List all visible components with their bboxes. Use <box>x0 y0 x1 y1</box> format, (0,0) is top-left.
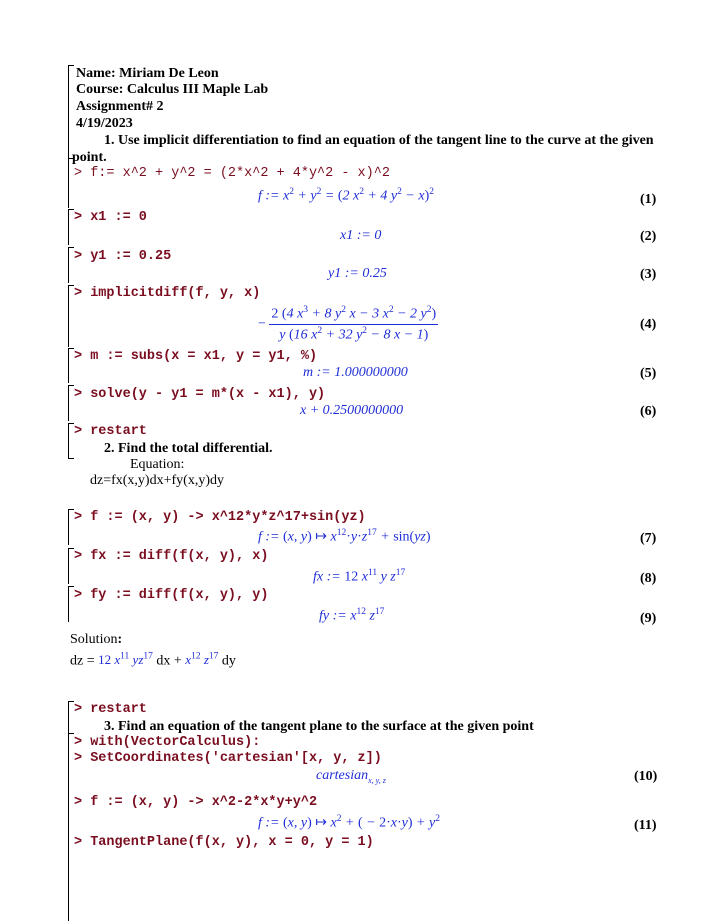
equation-number-2: (2) <box>640 229 657 244</box>
input-fy[interactable]: > fy := diff(f(x, y), y) <box>74 588 269 603</box>
equation-number-1: (1) <box>640 192 657 207</box>
output-solve: x + 0.2500000000 <box>300 403 404 418</box>
date: 4/19/2023 <box>76 116 133 131</box>
solution-total-differential: dz = 12 $x^{11}$ $yz^{17}$ dx + $x^{12}$ $z^{17}$ dy <box>70 652 236 669</box>
course-name: Course: Calculus III Maple Lab <box>76 82 269 97</box>
equation-number-4: (4) <box>640 317 657 332</box>
assignment-number: Assignment# 2 <box>76 99 164 114</box>
output-y1: y1 := 0.25 <box>328 266 387 281</box>
input-setcoordinates[interactable]: > SetCoordinates('cartesian'[x, y, z]) <box>74 751 382 766</box>
equation-number-10: (10) <box>634 769 658 784</box>
section-bracket-fx <box>68 548 69 584</box>
section-bracket-q3-inner <box>68 733 69 918</box>
section-bracket-fy <box>68 586 69 622</box>
input-y1[interactable]: > y1 := 0.25 <box>74 249 172 264</box>
question-1-line2: point. <box>72 150 107 165</box>
solution-label: Solution: <box>70 632 123 647</box>
student-name: Name: Miriam De Leon <box>76 66 219 81</box>
input-solve[interactable]: > solve(y - y1 = m*(x - x1), y) <box>74 387 326 402</box>
output-cartesian: cartesian$_{x, y, z}$ <box>316 768 386 785</box>
input-restart-1[interactable]: > restart <box>74 424 147 439</box>
question-1-line1: 1. Use implicit differentiation to find an equation of the tangent line to the curve at the given <box>104 133 654 148</box>
section-bracket-solve <box>68 385 69 421</box>
equation-number-9: (9) <box>640 611 657 626</box>
section-bracket-header <box>68 65 69 161</box>
question-2-equation-label: Equation: <box>130 457 185 472</box>
equation-number-7: (7) <box>640 531 657 546</box>
output-fy: fy := $x^{12}$ $z^{17}$ <box>319 607 385 624</box>
section-bracket-q1 <box>68 158 69 208</box>
input-x1[interactable]: > x1 := 0 <box>74 210 147 225</box>
equation-number-8: (8) <box>640 571 657 586</box>
input-with-vectorcalculus[interactable]: > with(VectorCalculus): <box>74 735 261 750</box>
input-fx[interactable]: > fx := diff(f(x, y), x) <box>74 549 269 564</box>
section-bracket-restart1 <box>68 423 69 459</box>
output-fx: fx := 12 $x^{11}$ y $z^{17}$ <box>313 568 406 585</box>
input-f-surface[interactable]: > f := (x, y) -> x^2-2*x*y+y^2 <box>74 795 318 810</box>
input-tangentplane[interactable]: > TangentPlane(f(x, y), x = 0, y = 1) <box>74 835 374 850</box>
output-f-function: f := (x, y) ↦ $x^{12}\cdot y\cdot z^{17} + \sin(yz)$ <box>258 528 431 545</box>
equation-number-3: (3) <box>640 267 657 282</box>
question-2-title: 2. Find the total differential. <box>104 441 273 456</box>
question-2-equation: dz=fx(x,y)dx+fy(x,y)dy <box>90 473 224 488</box>
equation-number-11: (11) <box>634 818 657 833</box>
input-implicitdiff[interactable]: > implicitdiff(f, y, x) <box>74 286 261 301</box>
section-bracket-f2 <box>68 509 69 545</box>
section-bracket-implicitdiff <box>68 285 69 347</box>
section-bracket-y1 <box>68 247 69 283</box>
question-3-title: 3. Find an equation of the tangent plane to the surface at the given point <box>104 719 534 734</box>
output-f-definition: f := $x^2 + y^2 = (2$ $x^2 + 4$ $y^2 - x)^2$ <box>258 187 434 204</box>
input-f-definition[interactable]: > f:= x^2 + y^2 = (2*x^2 + 4*y^2 - x)^2 <box>74 166 390 181</box>
input-m[interactable]: > m := subs(x = x1, y = y1, %) <box>74 349 318 364</box>
section-bracket-m <box>68 348 69 383</box>
input-f-function[interactable]: > f := (x, y) -> x^12*y*z^17+sin(yz) <box>74 510 366 525</box>
output-m: m := 1.000000000 <box>303 365 408 380</box>
equation-number-6: (6) <box>640 404 657 419</box>
output-f-surface: f := (x, y) ↦ $x^2$ + ( − $2\cdot x\cdot y) + y^2$ <box>258 814 440 831</box>
output-x1: x1 := 0 <box>340 228 382 243</box>
section-bracket-x1 <box>68 209 69 245</box>
input-restart-2[interactable]: > restart <box>74 702 147 717</box>
output-implicitdiff: − $\frac{2 (4 x^3 + 8 y^2 x - 3 x^2 - 2 y^2)}{y (16 x^2 + 32 y^2 - 8 x - 1)}$ <box>258 305 437 343</box>
equation-number-5: (5) <box>640 366 657 381</box>
